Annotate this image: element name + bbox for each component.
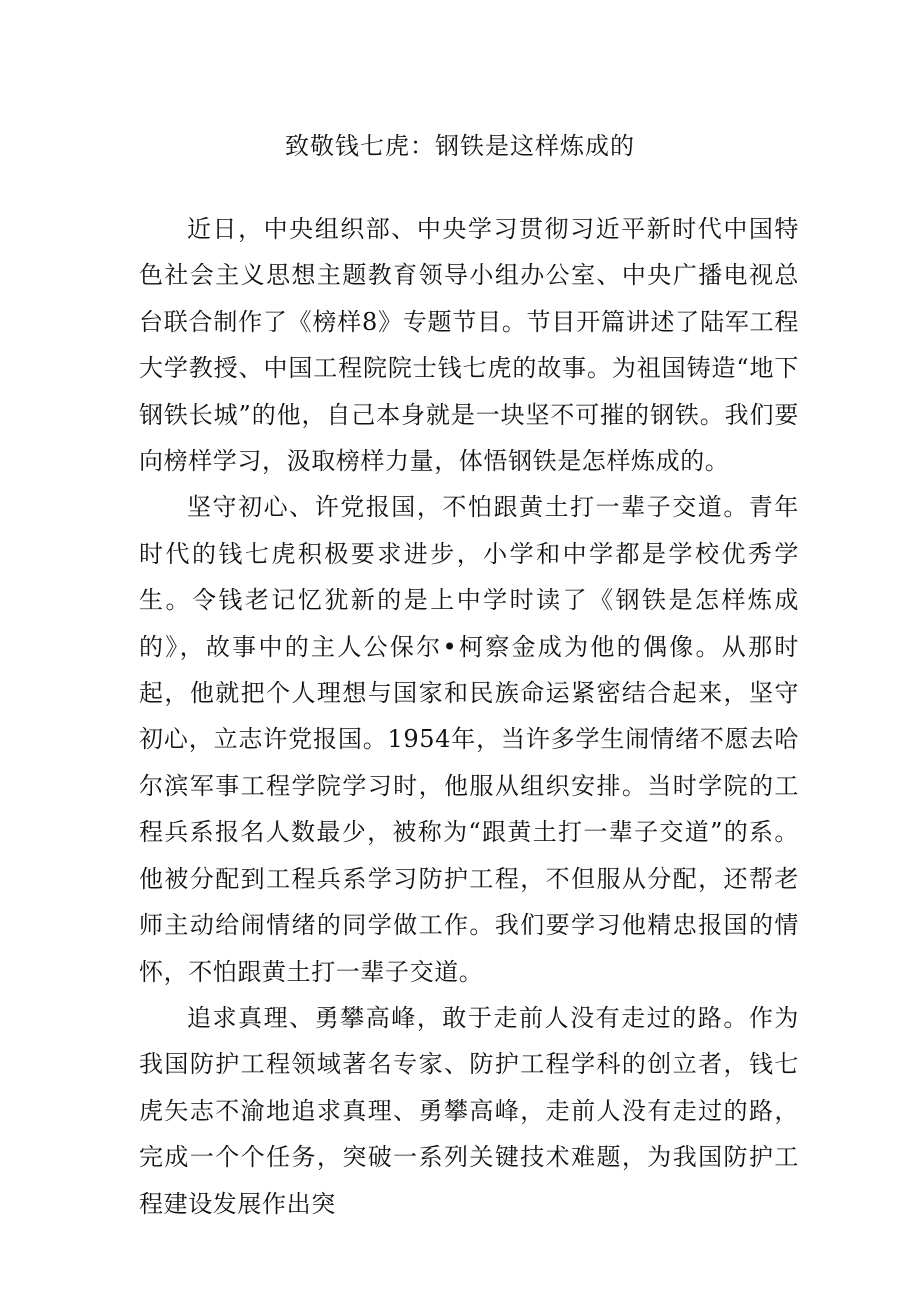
paragraph-1: 近日，中央组织部、中央学习贯彻习近平新时代中国特色社会主义思想主题教育领导小组办公室、中央广播电视总台联合制作了《榜样8》专题节目。节目开篇讲述了陆军工程大学教授、中国工程院院士钱七虎的故事。为祖国铸造“地下钢铁长城”的他，自己本身就是一块坚不可摧的钢铁。我们要向榜样学习，汲取榜样力量，体悟钢铁是怎样炼成的。 (139, 215, 799, 476)
paragraph-2: 坚守初心、许党报国，不怕跟黄土打一辈子交道。青年时代的钱七虎积极要求进步，小学和中学都是学校优秀学生。令钱老记忆犹新的是上中学时读了《钢铁是怎样炼成的》，故事中的主人公保尔•柯察金成为他的偶像。从那时起，他就把个人理想与国家和民族命运紧密结合起来，坚守初心，立志许党报国。1954年，当许多学生闹情绪不愿去哈尔滨军事工程学院学习时，他服从组织安排。当时学院的工程兵系报名人数最少，被称为“跟黄土打一辈子交道”的系。他被分配到工程兵系学习防护工程，不但服从分配，还帮老师主动给闹情绪的同学做工作。我们要学习他精忠报国的情怀，不怕跟黄土打一辈子交道。 (139, 493, 799, 986)
paragraph-3: 追求真理、勇攀高峰，敢于走前人没有走过的路。作为我国防护工程领域著名专家、防护工程学科的创立者，钱七虎矢志不渝地追求真理、勇攀高峰，走前人没有走过的路，完成一个个任务，突破一系列关键技术难题，为我国防护工程建设发展作出突 (139, 1003, 799, 1218)
document-title: 致敬钱七虎：钢铁是这样炼成的 (285, 132, 635, 160)
document-body (139, 206, 799, 1227)
